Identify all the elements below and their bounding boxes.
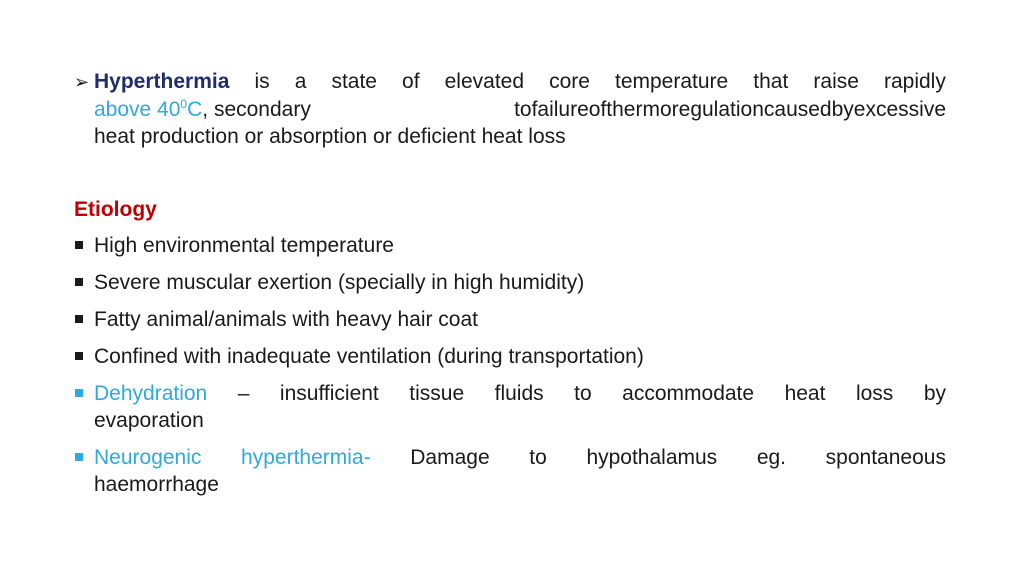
- list-word: loss: [855, 382, 894, 405]
- term-neurogenic-2: hyperthermia-: [241, 446, 371, 469]
- list-word: to: [529, 446, 547, 469]
- intro-word: thermoregulation: [606, 98, 764, 121]
- intro-paragraph: [74, 68, 946, 150]
- temp-sup: 0: [180, 97, 188, 111]
- list-item-neurogenic: [74, 444, 946, 498]
- square-bullet-icon: [75, 241, 83, 249]
- list-word: accommodate: [622, 382, 755, 405]
- intro-line-3: [74, 123, 946, 150]
- intro-word: is: [254, 70, 270, 93]
- neurogenic-line-1: [94, 444, 946, 471]
- intro-word: that: [753, 70, 789, 93]
- intro-word: , secondary: [202, 98, 311, 121]
- intro-word: of: [402, 70, 420, 93]
- list-word: eg.: [756, 446, 787, 469]
- temp-unit: C: [187, 98, 203, 121]
- list-item: [74, 269, 946, 306]
- list-word: to: [574, 382, 592, 405]
- term-neurogenic-1: Neurogenic: [94, 446, 202, 469]
- list-word: spontaneous: [825, 446, 946, 469]
- intro-line-3-text: heat production or absorption or deficient heat loss: [94, 125, 566, 148]
- square-bullet-icon: [75, 278, 83, 286]
- list-word: by: [923, 382, 946, 405]
- intro-word: raise: [813, 70, 859, 93]
- intro-line-1: [74, 68, 946, 96]
- list-item-text: Fatty animal/animals with heavy hair coat: [94, 308, 478, 331]
- list-item: [74, 232, 946, 269]
- intro-word: temperature: [615, 70, 729, 93]
- intro-word: excessive: [853, 98, 946, 121]
- square-bullet-icon: [75, 315, 83, 323]
- temperature-value: [94, 96, 202, 123]
- dehydration-line-1: [94, 380, 946, 407]
- intro-word: failure: [531, 98, 589, 121]
- term-hyperthermia: Hyperthermia: [94, 70, 230, 93]
- neurogenic-line-2: haemorrhage: [94, 473, 219, 496]
- arrow-bullet-icon: ➢: [74, 72, 90, 92]
- intro-word: to: [514, 98, 532, 121]
- list-item-text: Confined with inadequate ventilation (during transportation): [94, 345, 644, 368]
- intro-word: of: [588, 98, 607, 121]
- intro-word: caused: [763, 98, 832, 121]
- list-item-text: High environmental temperature: [94, 234, 394, 257]
- intro-word: elevated: [444, 70, 525, 93]
- etiology-list: [74, 232, 946, 508]
- intro-line-2: [74, 96, 946, 123]
- square-bullet-icon: [75, 352, 83, 360]
- dehydration-line-2: evaporation: [94, 409, 204, 432]
- list-word: fluids: [494, 382, 544, 405]
- list-item: [74, 306, 946, 343]
- list-word: hypothalamus: [586, 446, 718, 469]
- square-bullet-icon: [75, 389, 83, 397]
- list-word: tissue: [409, 382, 465, 405]
- term-dehydration: Dehydration: [94, 382, 208, 405]
- intro-word: a: [294, 70, 307, 93]
- list-word: heat: [784, 382, 826, 405]
- list-item: [74, 343, 946, 380]
- intro-word: rapidly: [883, 70, 946, 93]
- list-word: insufficient: [279, 382, 379, 405]
- etiology-heading: Etiology: [74, 198, 157, 221]
- square-bullet-icon: [75, 453, 83, 461]
- intro-lead: [74, 68, 229, 96]
- intro-word: by: [831, 98, 854, 121]
- list-item-text: Severe muscular exertion (specially in high humidity): [94, 271, 585, 294]
- list-item-dehydration: [74, 380, 946, 434]
- intro-word: core: [549, 70, 590, 93]
- temp-prefix: above 40: [94, 98, 181, 121]
- list-word: –: [237, 382, 250, 405]
- intro-word: state: [331, 70, 377, 93]
- list-word: Damage: [410, 446, 490, 469]
